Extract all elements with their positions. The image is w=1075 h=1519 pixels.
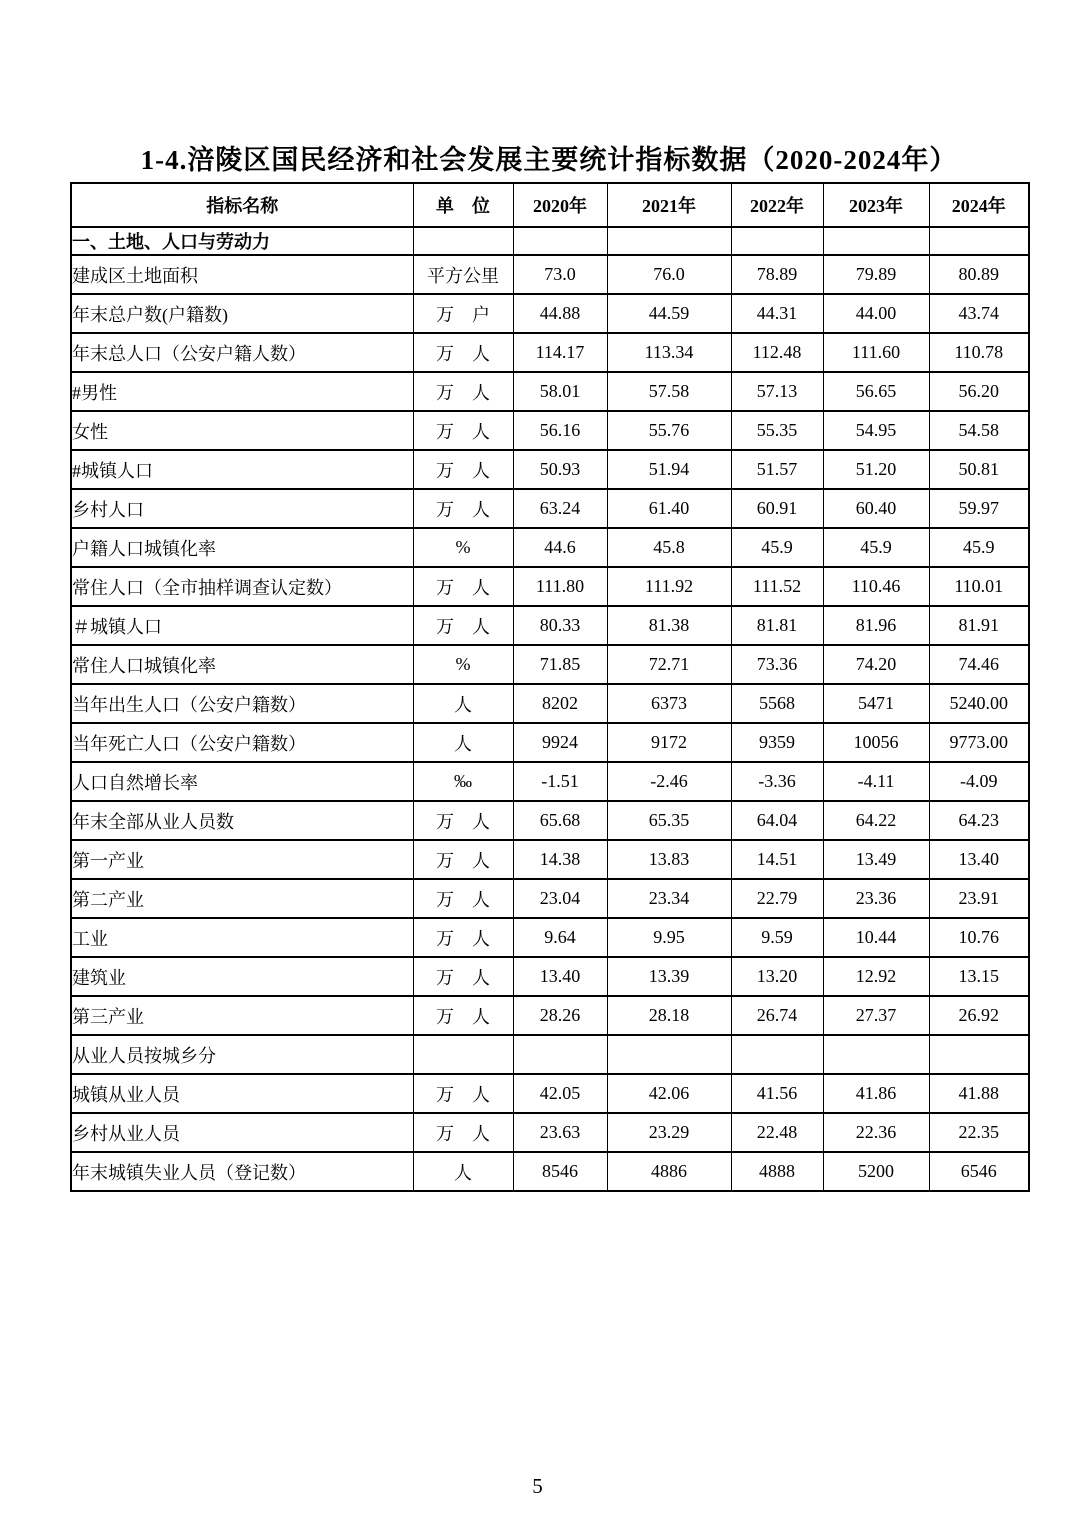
value-cell: 56.16 [513, 411, 607, 450]
value-cell: 9.95 [607, 918, 731, 957]
value-cell: 80.89 [929, 255, 1029, 294]
unit-cell [413, 227, 513, 255]
value-cell: 14.38 [513, 840, 607, 879]
indicator-name-cell: 当年死亡人口（公安户籍数） [71, 723, 413, 762]
value-cell: 81.96 [823, 606, 929, 645]
value-cell: 57.13 [731, 372, 823, 411]
value-cell: 45.8 [607, 528, 731, 567]
value-cell: 13.20 [731, 957, 823, 996]
value-cell: 28.26 [513, 996, 607, 1035]
value-cell [929, 1035, 1029, 1074]
value-cell: 65.68 [513, 801, 607, 840]
value-cell: 81.81 [731, 606, 823, 645]
table-row [71, 255, 1029, 294]
section-row [71, 227, 1029, 255]
column-header-2021: 2021年 [607, 183, 731, 227]
indicator-name-cell: 城镇从业人员 [71, 1074, 413, 1113]
table-row [71, 1035, 1029, 1074]
value-cell: 10.44 [823, 918, 929, 957]
value-cell: 55.76 [607, 411, 731, 450]
value-cell: 63.24 [513, 489, 607, 528]
table-row [71, 801, 1029, 840]
table-row [71, 489, 1029, 528]
value-cell: 14.51 [731, 840, 823, 879]
table-row [71, 996, 1029, 1035]
value-cell: 64.23 [929, 801, 1029, 840]
table-row [71, 1113, 1029, 1152]
value-cell: 45.9 [929, 528, 1029, 567]
indicator-name-cell: ＃城镇人口 [71, 606, 413, 645]
value-cell: 13.40 [929, 840, 1029, 879]
table-row [71, 411, 1029, 450]
value-cell: 61.40 [607, 489, 731, 528]
value-cell: 22.36 [823, 1113, 929, 1152]
page-number: 5 [532, 1474, 543, 1498]
unit-cell: 人 [413, 723, 513, 762]
table-row [71, 723, 1029, 762]
value-cell: 41.86 [823, 1074, 929, 1113]
value-cell: 76.0 [607, 255, 731, 294]
value-cell: 112.48 [731, 333, 823, 372]
value-cell: 81.91 [929, 606, 1029, 645]
value-cell: 12.92 [823, 957, 929, 996]
value-cell: 9.59 [731, 918, 823, 957]
table-row [71, 1152, 1029, 1191]
value-cell: 23.04 [513, 879, 607, 918]
value-cell: 5568 [731, 684, 823, 723]
value-cell: 13.40 [513, 957, 607, 996]
value-cell: 111.60 [823, 333, 929, 372]
value-cell: 42.05 [513, 1074, 607, 1113]
value-cell [929, 227, 1029, 255]
table-row [71, 1074, 1029, 1113]
value-cell: 50.93 [513, 450, 607, 489]
table-row [71, 879, 1029, 918]
value-cell [607, 227, 731, 255]
value-cell [823, 1035, 929, 1074]
value-cell: -2.46 [607, 762, 731, 801]
value-cell: 27.37 [823, 996, 929, 1035]
indicator-name-cell: 年末总人口（公安户籍人数） [71, 333, 413, 372]
value-cell: 60.40 [823, 489, 929, 528]
unit-cell: 万 人 [413, 1113, 513, 1152]
value-cell: 114.17 [513, 333, 607, 372]
value-cell: 43.74 [929, 294, 1029, 333]
value-cell [731, 1035, 823, 1074]
value-cell: -1.51 [513, 762, 607, 801]
indicator-name-cell: 工业 [71, 918, 413, 957]
value-cell [607, 1035, 731, 1074]
value-cell [513, 1035, 607, 1074]
indicator-name-cell: #城镇人口 [71, 450, 413, 489]
unit-cell: % [413, 645, 513, 684]
table-row [71, 684, 1029, 723]
indicator-name-cell: 年末城镇失业人员（登记数） [71, 1152, 413, 1191]
value-cell: 55.35 [731, 411, 823, 450]
value-cell: 64.22 [823, 801, 929, 840]
indicator-name-cell: 第一产业 [71, 840, 413, 879]
value-cell: 113.34 [607, 333, 731, 372]
indicator-name-cell: 当年出生人口（公安户籍数） [71, 684, 413, 723]
indicator-name-cell: 常住人口（全市抽样调查认定数） [71, 567, 413, 606]
value-cell: 71.85 [513, 645, 607, 684]
value-cell [513, 227, 607, 255]
unit-cell: 万 人 [413, 879, 513, 918]
unit-cell: 人 [413, 684, 513, 723]
value-cell: 78.89 [731, 255, 823, 294]
value-cell: 44.00 [823, 294, 929, 333]
value-cell: 13.49 [823, 840, 929, 879]
value-cell: 111.80 [513, 567, 607, 606]
value-cell: 72.71 [607, 645, 731, 684]
column-header-unit: 单 位 [413, 183, 513, 227]
value-cell: 44.6 [513, 528, 607, 567]
value-cell: 41.88 [929, 1074, 1029, 1113]
value-cell: 42.06 [607, 1074, 731, 1113]
value-cell: 79.89 [823, 255, 929, 294]
value-cell: 50.81 [929, 450, 1029, 489]
indicator-name-cell: 年末全部从业人员数 [71, 801, 413, 840]
value-cell: 74.20 [823, 645, 929, 684]
indicator-name-cell: 乡村从业人员 [71, 1113, 413, 1152]
indicator-name-cell: 建筑业 [71, 957, 413, 996]
value-cell: 22.79 [731, 879, 823, 918]
indicator-name-cell: 从业人员按城乡分 [71, 1035, 413, 1074]
value-cell: 26.74 [731, 996, 823, 1035]
value-cell: 10056 [823, 723, 929, 762]
value-cell: 110.01 [929, 567, 1029, 606]
unit-cell: 万 人 [413, 372, 513, 411]
unit-cell: 万 户 [413, 294, 513, 333]
value-cell: 60.91 [731, 489, 823, 528]
value-cell: 110.78 [929, 333, 1029, 372]
indicator-name-cell: 乡村人口 [71, 489, 413, 528]
value-cell: 111.92 [607, 567, 731, 606]
value-cell: 4888 [731, 1152, 823, 1191]
page-title: 1-4.涪陵区国民经济和社会发展主要统计指标数据（2020-2024年） [140, 145, 958, 175]
unit-cell: 万 人 [413, 918, 513, 957]
value-cell: 23.91 [929, 879, 1029, 918]
value-cell: 73.36 [731, 645, 823, 684]
table-row [71, 528, 1029, 567]
indicator-name-cell: 女性 [71, 411, 413, 450]
value-cell: 51.57 [731, 450, 823, 489]
table-row [71, 450, 1029, 489]
value-cell: 51.20 [823, 450, 929, 489]
value-cell: 44.31 [731, 294, 823, 333]
value-cell: 64.04 [731, 801, 823, 840]
column-header-2020: 2020年 [513, 183, 607, 227]
value-cell: 26.92 [929, 996, 1029, 1035]
value-cell: 51.94 [607, 450, 731, 489]
statistics-table [70, 182, 1030, 1192]
value-cell: 111.52 [731, 567, 823, 606]
value-cell: 45.9 [823, 528, 929, 567]
value-cell: 9172 [607, 723, 731, 762]
value-cell: 54.95 [823, 411, 929, 450]
unit-cell: 万 人 [413, 450, 513, 489]
table-header-row [71, 183, 1029, 227]
value-cell: 23.63 [513, 1113, 607, 1152]
value-cell: 44.59 [607, 294, 731, 333]
value-cell: 5240.00 [929, 684, 1029, 723]
table-row [71, 372, 1029, 411]
value-cell: 54.58 [929, 411, 1029, 450]
unit-cell: 万 人 [413, 801, 513, 840]
value-cell: 23.34 [607, 879, 731, 918]
unit-cell: 万 人 [413, 567, 513, 606]
indicator-name-cell: 常住人口城镇化率 [71, 645, 413, 684]
value-cell: 9.64 [513, 918, 607, 957]
unit-cell: 万 人 [413, 489, 513, 528]
table-row [71, 957, 1029, 996]
table-row [71, 762, 1029, 801]
value-cell: 10.76 [929, 918, 1029, 957]
unit-cell: ‰ [413, 762, 513, 801]
table-row [71, 606, 1029, 645]
value-cell: 56.20 [929, 372, 1029, 411]
value-cell [731, 227, 823, 255]
value-cell: 22.48 [731, 1113, 823, 1152]
value-cell [823, 227, 929, 255]
value-cell: 6546 [929, 1152, 1029, 1191]
indicator-name-cell: 人口自然增长率 [71, 762, 413, 801]
value-cell: 28.18 [607, 996, 731, 1035]
value-cell: 13.39 [607, 957, 731, 996]
value-cell: -4.11 [823, 762, 929, 801]
unit-cell: 平方公里 [413, 255, 513, 294]
value-cell: 44.88 [513, 294, 607, 333]
indicator-name-cell: #男性 [71, 372, 413, 411]
value-cell: 13.15 [929, 957, 1029, 996]
value-cell: 8202 [513, 684, 607, 723]
unit-cell [413, 1035, 513, 1074]
value-cell: 13.83 [607, 840, 731, 879]
unit-cell: % [413, 528, 513, 567]
unit-cell: 万 人 [413, 840, 513, 879]
value-cell: 41.56 [731, 1074, 823, 1113]
column-header-2023: 2023年 [823, 183, 929, 227]
value-cell: 45.9 [731, 528, 823, 567]
table-row [71, 645, 1029, 684]
value-cell: 56.65 [823, 372, 929, 411]
column-header-2024: 2024年 [929, 183, 1029, 227]
value-cell: 9359 [731, 723, 823, 762]
unit-cell: 万 人 [413, 606, 513, 645]
unit-cell: 万 人 [413, 333, 513, 372]
indicator-name-cell: 第二产业 [71, 879, 413, 918]
value-cell: 5200 [823, 1152, 929, 1191]
value-cell: 57.58 [607, 372, 731, 411]
unit-cell: 万 人 [413, 411, 513, 450]
indicator-name-cell: 第三产业 [71, 996, 413, 1035]
value-cell: 59.97 [929, 489, 1029, 528]
table-row [71, 294, 1029, 333]
table-row [71, 840, 1029, 879]
value-cell: 9773.00 [929, 723, 1029, 762]
table-row [71, 918, 1029, 957]
column-header-2022: 2022年 [731, 183, 823, 227]
indicator-name-cell: 户籍人口城镇化率 [71, 528, 413, 567]
value-cell: 65.35 [607, 801, 731, 840]
value-cell: 5471 [823, 684, 929, 723]
unit-cell: 万 人 [413, 1074, 513, 1113]
value-cell: 8546 [513, 1152, 607, 1191]
unit-cell: 万 人 [413, 996, 513, 1035]
table-row [71, 333, 1029, 372]
value-cell: 80.33 [513, 606, 607, 645]
value-cell: 73.0 [513, 255, 607, 294]
value-cell: 23.29 [607, 1113, 731, 1152]
indicator-name-cell: 一、土地、人口与劳动力 [71, 227, 413, 255]
value-cell: 6373 [607, 684, 731, 723]
value-cell: 22.35 [929, 1113, 1029, 1152]
value-cell: -4.09 [929, 762, 1029, 801]
value-cell: 58.01 [513, 372, 607, 411]
value-cell: 74.46 [929, 645, 1029, 684]
value-cell: 4886 [607, 1152, 731, 1191]
table-row [71, 567, 1029, 606]
indicator-name-cell: 年末总户数(户籍数) [71, 294, 413, 333]
value-cell: -3.36 [731, 762, 823, 801]
unit-cell: 万 人 [413, 957, 513, 996]
column-header-indicator: 指标名称 [71, 183, 413, 227]
value-cell: 110.46 [823, 567, 929, 606]
value-cell: 9924 [513, 723, 607, 762]
indicator-name-cell: 建成区土地面积 [71, 255, 413, 294]
value-cell: 23.36 [823, 879, 929, 918]
unit-cell: 人 [413, 1152, 513, 1191]
value-cell: 81.38 [607, 606, 731, 645]
